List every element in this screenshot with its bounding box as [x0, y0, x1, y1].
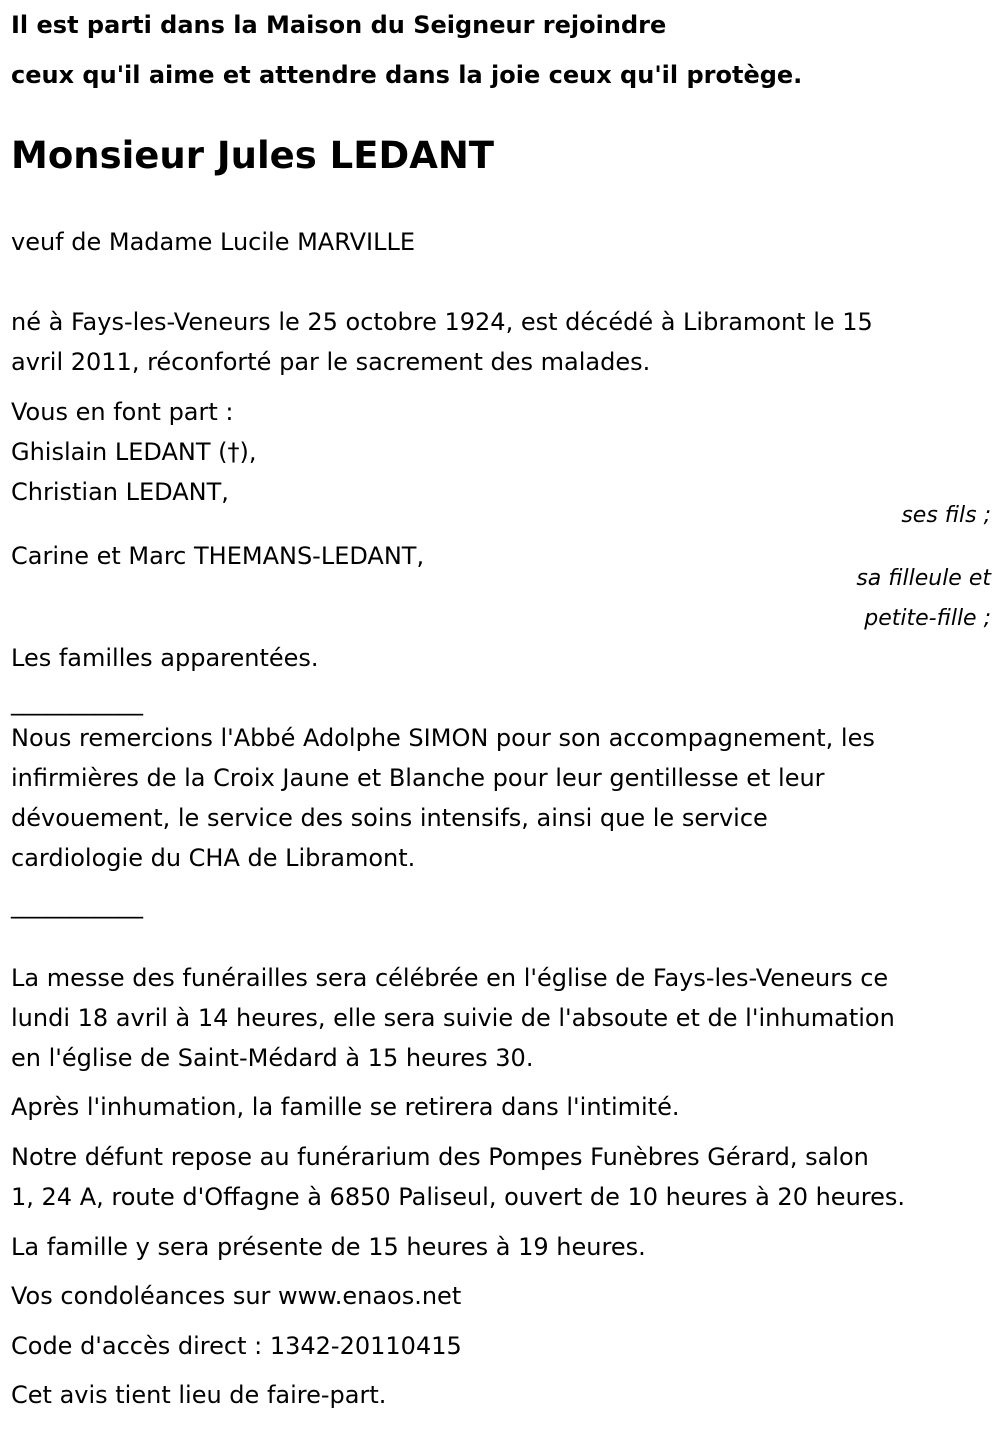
funeral-line-2: lundi 18 avril à 14 heures, elle sera suivie de l'absoute et de l'inhumation: [11, 1004, 895, 1032]
thanks-line-3: dévouement, le service des soins intensifs, ainsi que le service: [11, 804, 768, 832]
thanks-line-2: infirmières de la Croix Jaune et Blanche pour leur gentillesse et leur: [11, 764, 825, 792]
after-burial: Après l'inhumation, la famille se retirera dans l'intimité.: [11, 1093, 680, 1121]
thanks-line-1: Nous remercions l'Abbé Adolphe SIMON pour son accompagnement, les: [11, 724, 875, 752]
epitaph-line-1: Il est parti dans la Maison du Seigneur rejoindre: [11, 11, 667, 39]
granddaughter: Carine et Marc THEMANS-LEDANT,: [11, 542, 425, 570]
family-presence: La famille y sera présente de 15 heures à 19 heures.: [11, 1233, 646, 1261]
granddaughter-relation-line-2: petite-fille ;: [864, 606, 991, 631]
birth-death-line-2: avril 2011, réconforté par le sacrement des malades.: [11, 348, 651, 376]
relatives-line: Les familles apparentées.: [11, 644, 319, 672]
access-code: Code d'accès direct : 1342-20110415: [11, 1332, 462, 1360]
birth-death-line-1: né à Fays-les-Veneurs le 25 octobre 1924, est décédé à Libramont le 15: [11, 308, 873, 336]
deceased-name: Monsieur Jules LEDANT: [11, 134, 495, 177]
son-1: Ghislain LEDANT (†),: [11, 438, 257, 466]
funeral-line-3: en l'église de Saint-Médard à 15 heures 30.: [11, 1044, 534, 1072]
funeral-line-1: La messe des funérailles sera célébrée en l'église de Fays-les-Veneurs ce: [11, 964, 889, 992]
family-intro: Vous en font part :: [11, 398, 234, 426]
condolences-line: Vos condoléances sur www.enaos.net: [11, 1282, 462, 1310]
son-2: Christian LEDANT,: [11, 478, 229, 506]
notice-line: Cet avis tient lieu de faire-part.: [11, 1381, 387, 1409]
funerarium-line-2: 1, 24 A, route d'Offagne à 6850 Paliseul, ouvert de 10 heures à 20 heures.: [11, 1183, 906, 1211]
widower-line: veuf de Madame Lucile MARVILLE: [11, 228, 415, 256]
separator-1: ___________: [11, 688, 143, 716]
thanks-line-4: cardiologie du CHA de Libramont.: [11, 844, 416, 872]
sons-relation: ses fils ;: [901, 503, 991, 528]
epitaph-line-2: ceux qu'il aime et attendre dans la joie ceux qu'il protège.: [11, 61, 803, 89]
funerarium-line-1: Notre défunt repose au funérarium des Pompes Funèbres Gérard, salon: [11, 1143, 869, 1171]
separator-2: ___________: [11, 891, 143, 919]
granddaughter-relation-line-1: sa filleule et: [856, 566, 991, 591]
